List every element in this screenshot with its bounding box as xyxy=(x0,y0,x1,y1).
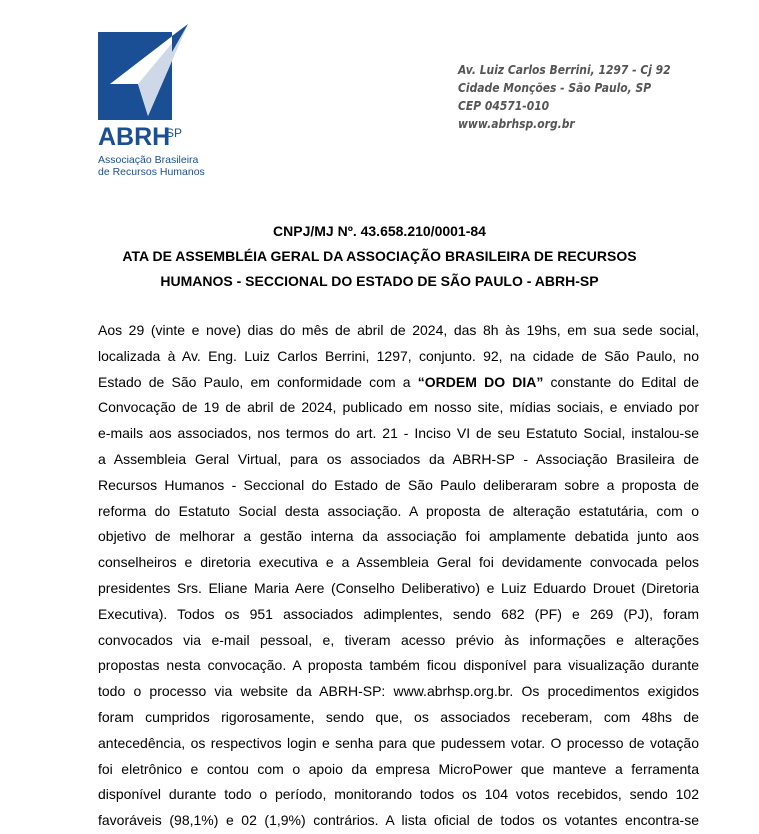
body-line xyxy=(98,370,699,396)
document-heading xyxy=(0,219,759,294)
body-line: presidentes Srs. Eliane Maria Aere (Conselho Deliberativo) e Luiz Eduardo Drouet (Diretoria xyxy=(98,579,699,596)
body-line: disponível durante todo o período, monitorando todos os 104 votos recebidos, sendo 102 xyxy=(98,786,699,803)
cnpj-line: CNPJ/MJ Nº. 43.658.210/0001-84 xyxy=(273,223,486,239)
body-line: convocados via e-mail pessoal, e, tiveram acesso prévio às informações e alterações xyxy=(98,631,699,648)
address-street: Av. Luiz Carlos Berrini, 1297 - Cj 92 xyxy=(458,62,671,77)
address-city: Cidade Monções - São Paulo, SP xyxy=(458,80,652,95)
logo-wordmark: ABRH xyxy=(98,123,171,151)
body-line: conselheiros e diretoria executiva e a Assembleia Geral foi devidamente convocada pelos xyxy=(98,554,699,571)
logo-suffix: SP xyxy=(166,126,183,140)
body-line: Executiva). Todos os 951 associados adimplentes, sendo 682 (PF) e 269 (PJ), foram xyxy=(98,605,699,622)
paper-plane-icon xyxy=(98,22,190,122)
logo-subtitle xyxy=(98,154,205,178)
body-line: todo o processo via website da ABRH-SP: www.abrhsp.org.br. Os procedimentos exigidos xyxy=(98,683,699,700)
address-block xyxy=(458,61,671,133)
address-website: www.abrhsp.org.br xyxy=(458,116,575,131)
body-line: localizada à Av. Eng. Luiz Carlos Berrini, 1297, conjunto. 92, na cidade de São Paulo, no xyxy=(98,347,699,364)
title-line-1: ATA DE ASSEMBLÉIA GERAL DA ASSOCIAÇÃO BRASILEIRA DE RECURSOS xyxy=(122,248,637,264)
body-line: objetivo de melhorar a gestão interna da associação foi amplamente debatida junto aos xyxy=(98,528,699,545)
abrh-sp-logo xyxy=(98,22,218,178)
body-line: Convocação de 19 de abril de 2024, publicado em nosso site, mídias sociais, e enviado por xyxy=(98,399,699,416)
body-line: propostas nesta convocação. A proposta também ficou disponível para visualização durante xyxy=(98,657,699,674)
body-line: Aos 29 (vinte e nove) dias do mês de abril de 2024, das 8h às 19hs, em sua sede social, xyxy=(98,322,699,338)
body-line: favoráveis (98,1%) e 02 (1,9%) contrários. A lista oficial de todos os votantes encontra-se xyxy=(98,812,699,829)
body-line: antecedência, os respectivos login e senha para que pudessem votar. O processo de votação xyxy=(98,734,699,751)
body-text-segment: constante do Edital de xyxy=(543,373,699,390)
body-line: foram cumpridos rigorosamente, sendo que, os associados receberam, com 48hs de xyxy=(98,708,699,725)
minutes-body xyxy=(98,318,699,834)
body-text-segment: Estado de São Paulo, em conformidade com a xyxy=(98,373,418,390)
body-line: foi eletrônico e contou com o apoio da empresa MicroPower que manteve a ferramenta xyxy=(98,760,699,777)
title-line-2: HUMANOS - SECCIONAL DO ESTADO DE SÃO PAULO - ABRH-SP xyxy=(160,273,599,289)
logo-subtitle-line2: de Recursos Humanos xyxy=(98,166,205,178)
ordem-do-dia-emphasis: “ORDEM DO DIA” xyxy=(417,373,544,390)
logo-subtitle-line1: Associação Brasileira xyxy=(98,154,199,166)
body-line: a Assembleia Geral Virtual, para os associados da ABRH-SP - Associação Brasileira de xyxy=(98,450,699,467)
body-line: reforma do Estatuto Social desta associação. A proposta de alteração estatutária, com o xyxy=(98,502,699,519)
body-line: e-mails aos associados, nos termos do art. 21 - Inciso VI de seu Estatuto Social, instalou-se xyxy=(98,425,699,442)
body-line: Recursos Humanos - Seccional do Estado de São Paulo deliberaram sobre a proposta de xyxy=(98,476,699,493)
address-cep: CEP 04571-010 xyxy=(458,98,550,113)
